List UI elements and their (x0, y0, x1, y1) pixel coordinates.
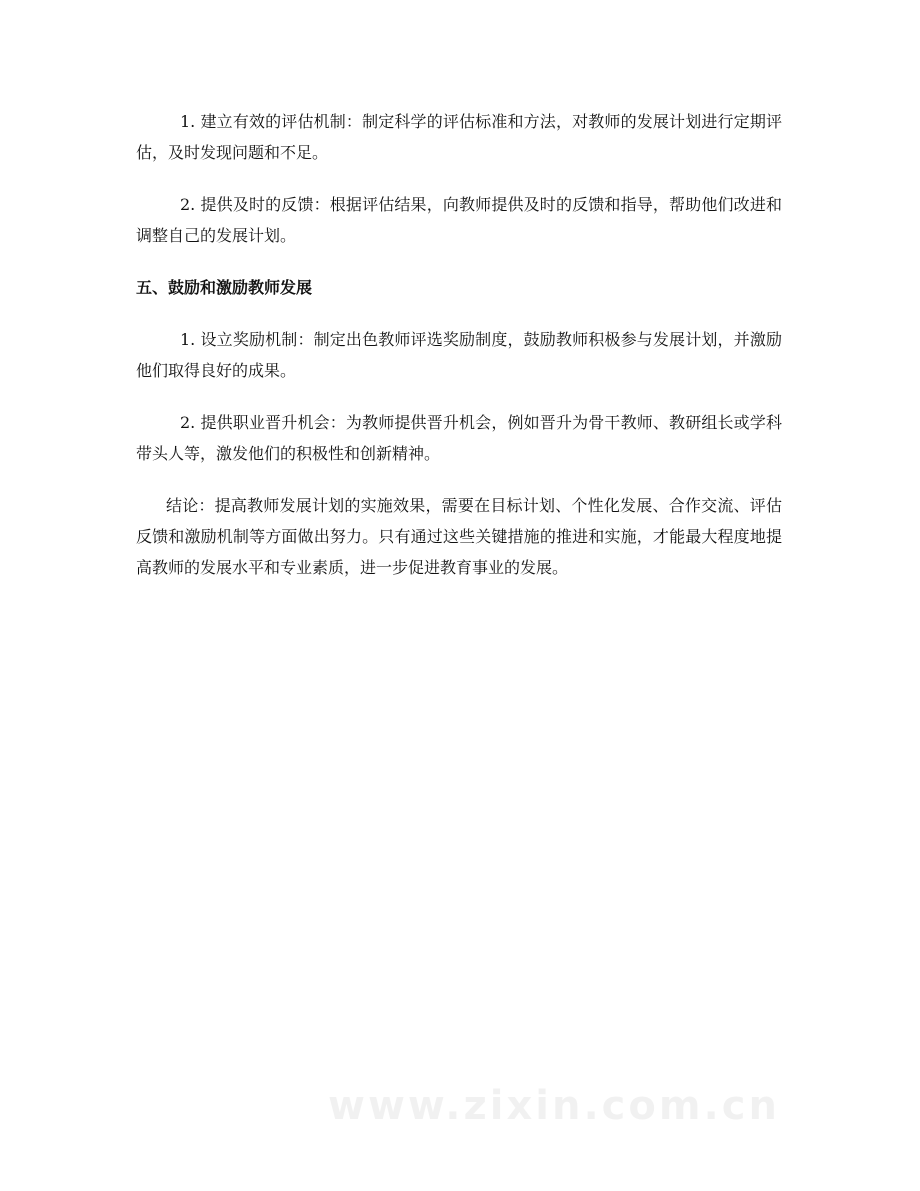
watermark: www.zixin.com.cn (328, 1083, 780, 1129)
paragraph-promotion-opportunity: 2. 提供职业晋升机会：为教师提供晋升机会，例如晋升为骨干教师、教研组长或学科带头人等，激发他们的积极性和创新精神。 (136, 413, 782, 463)
paragraph-conclusion: 结论：提高教师发展计划的实施效果，需要在目标计划、个性化发展、合作交流、评估反馈和激励机制等方面做出努力。只有通过这些关键措施的推进和实施，才能最大程度地提高教师的发展水平和专业素质，进一步促进教育事业的发展。 (136, 496, 782, 577)
paragraph-reward-mechanism: 1. 设立奖励机制：制定出色教师评选奖励制度，鼓励教师积极参与发展计划，并激励他们取得良好的成果。 (136, 330, 782, 380)
paragraph-timely-feedback: 2. 提供及时的反馈：根据评估结果，向教师提供及时的反馈和指导，帮助他们改进和调整自己的发展计划。 (136, 195, 782, 245)
document-body (136, 106, 782, 604)
paragraph-evaluation-mechanism: 1. 建立有效的评估机制：制定科学的评估标准和方法，对教师的发展计划进行定期评估，及时发现问题和不足。 (136, 112, 782, 162)
section-heading-encourage: 五、鼓励和激励教师发展 (136, 278, 313, 297)
